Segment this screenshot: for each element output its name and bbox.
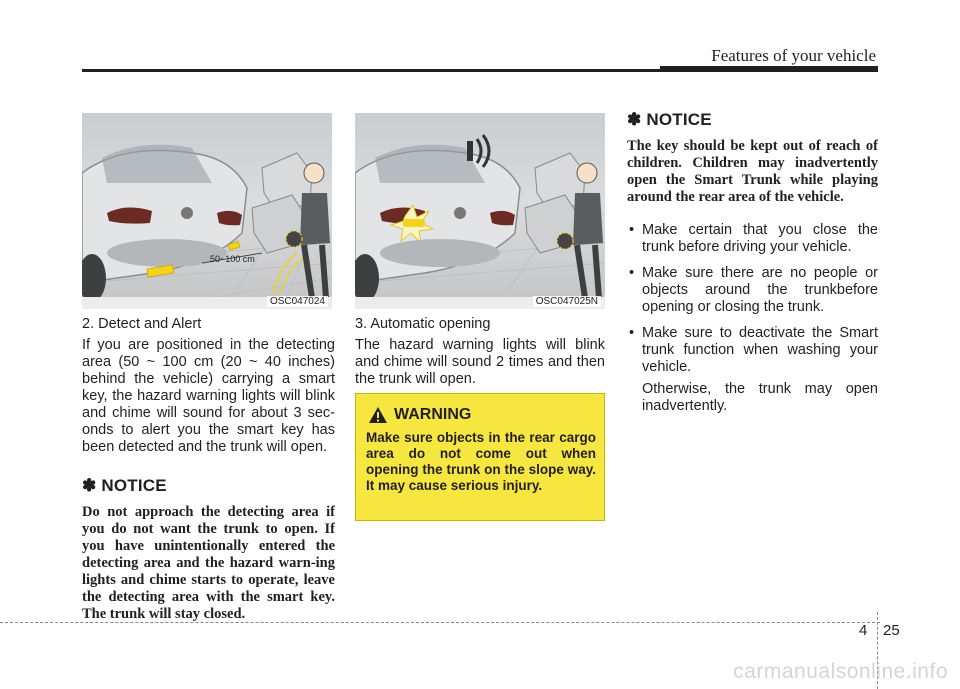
car-rear-illustration [82, 113, 332, 309]
notice-text: The key should be kept out of reach of children. Children may inadvertently open the Smart Trunk while playing around the rear area of the vehicle. [627, 138, 878, 205]
notice-title: ✽ NOTICE [82, 476, 167, 495]
list-item: • Make certain that you close the trunk before driving your vehicle. [627, 222, 878, 256]
distance-label: 50~100 cm [210, 254, 255, 264]
warning-label: WARNING [394, 406, 472, 423]
notice-title: ✽ NOTICE [627, 110, 712, 129]
footer-rule [0, 622, 880, 623]
column-detect-alert [82, 316, 335, 623]
notice-text: Do not approach the detecting area if you do not want the trunk to open. If you have unintentionally entered the detecting area and the hazard warn-ing lights and chime starts to operate, leave the detecting area with the smart key. The trunk will stay closed. [82, 504, 335, 622]
column-notice [627, 110, 878, 415]
notice-bullet-list [627, 222, 878, 376]
page-number: 25 [883, 622, 900, 639]
section-title: Features of your vehicle [711, 46, 876, 65]
figure-code: OSC047024 [267, 296, 328, 307]
watermark: carmanualsonline.info [733, 660, 948, 683]
figure-automatic-opening [355, 113, 605, 309]
list-item: • Make sure to deactivate the Smart trunk function when washing your vehicle. [627, 325, 878, 376]
bullet-continuation: Otherwise, the trunk may open inadvertently. [642, 381, 878, 414]
warning-triangle-icon [368, 406, 388, 424]
figure-code: OSC047025N [533, 296, 601, 307]
car-trunk-opening-illustration [355, 113, 605, 309]
warning-text: Make sure objects in the rear cargo area do not come out when opening the trunk on the slope way. It may cause serious injury. [366, 430, 596, 493]
step-description: The hazard warning lights will blink and chime will sound 2 times and then the trunk will open. [355, 337, 605, 387]
step-description: If you are positioned in the detecting area (50 ~ 100 cm (20 ~ 40 inches) behind the vehicle) carrying a smart key, the hazard warning lights will blink and chime will sound for about 3 sec-onds to alert you the smart key has been detected and the trunk will open. [82, 337, 335, 455]
step-heading: 2. Detect and Alert [82, 316, 202, 332]
column-automatic-opening [355, 316, 605, 388]
list-item: • Make sure there are no people or objects around the trunkbefore opening or closing the trunk. [627, 265, 878, 316]
figure-detect-alert [82, 113, 332, 309]
warning-box [355, 393, 605, 521]
chapter-number: 4 [859, 622, 868, 639]
step-heading: 3. Automatic opening [355, 316, 491, 332]
header-rule-accent [660, 66, 878, 72]
